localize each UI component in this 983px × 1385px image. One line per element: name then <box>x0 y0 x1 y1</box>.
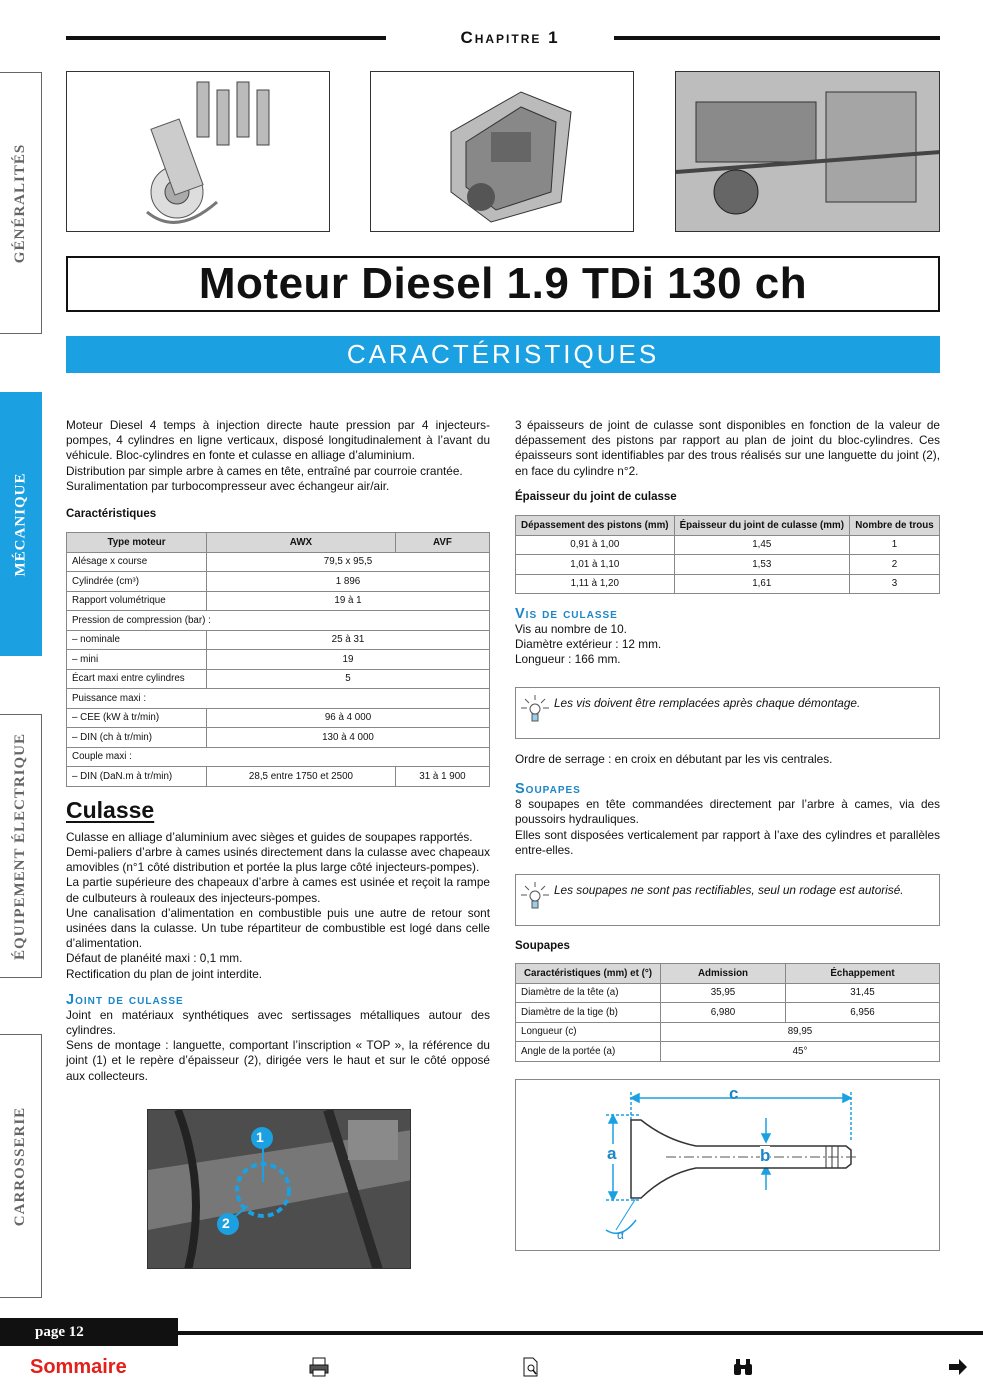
vis-note: Les vis doivent être remplacées après chaque démontage. <box>515 687 940 739</box>
caracteristiques-heading: Caractéristiques <box>66 508 157 521</box>
table-row: 1,11 à 1,20 1,61 3 <box>516 574 940 594</box>
tab-equipement-electrique[interactable]: ÉQUIPEMENT ÉLECTRIQUE <box>0 714 42 978</box>
table-row: – CEE (kW à tr/min) 96 à 4 000 <box>67 708 490 728</box>
table-row: Couple maxi : <box>67 747 490 767</box>
table-row: Angle de la portée (a) 45° <box>516 1042 940 1062</box>
dim-label-c: c <box>729 1084 739 1103</box>
page-title: Moteur Diesel 1.9 TDi 130 ch <box>66 256 940 312</box>
culasse-paragraph: Culasse en alliage d’aluminium avec sièges et guides de soupapes rapportés. <box>66 829 473 844</box>
soupapes-note: Les soupapes ne sont pas rectifiables, seul un rodage est autorisé. <box>515 874 940 926</box>
page-number: page 12 <box>0 1318 178 1346</box>
valve-diagram <box>515 1079 940 1251</box>
caracteristiques-table: Type moteur AWX AVF Alésage x course 79,5 x 95,5 Cylindrée (cm³) 1 896 Rapport volumétrique 19 à 1 Pression de compression (bar) : – nominale 25 à 31 – mini 19 Écart maxi entre cylindres 5 Puissance maxi : – CEE (kW à tr/min) 96 à 4 000 – DIN (ch à tr/min) 130 à 4 000 Couple maxi : – DIN (DaN.m à tr/min) 28,5 entre 1750 et 2500 31 à 1 900 <box>66 532 490 787</box>
culasse-paragraph: Rectification du plan de joint interdite. <box>66 966 263 981</box>
arrow-right-icon[interactable] <box>947 1356 969 1378</box>
dim-label-a: a <box>607 1144 617 1163</box>
injection-system-photo <box>66 71 330 232</box>
culasse-paragraph: Demi-paliers d’arbre à cames usinés directement dans la culasse avec chapeaux amovibles (n°1 côté distribution et portée la plus large côté injecteurs-pompes). <box>66 844 490 875</box>
soupapes-table: Caractéristiques (mm) et (°) Admission Échappement Diamètre de la tête (a) 35,95 31,45 Diamètre de la tige (b) 6,980 6,956 Longueur (c) 89,95 Angle de la portée (a) 45° <box>515 963 940 1062</box>
right-column <box>515 418 940 668</box>
tab-generalites[interactable]: GÉNÉRALITÉS <box>0 72 42 334</box>
table-row: – nominale 25 à 31 <box>67 630 490 650</box>
table-row: – DIN (DaN.m à tr/min) 28,5 entre 1750 et 2500 31 à 1 900 <box>67 767 490 787</box>
footer-rule <box>178 1331 983 1335</box>
intro-paragraph: Moteur Diesel 4 temps à injection directe haute pression par 4 injecteurs-pompes, 4 cylindres en ligne verticaux, disposé longitudinalement à l’avant du véhicule. Bloc-cylindres en fonte et culasse en alliage d’aluminium. <box>66 418 490 463</box>
culasse-heading: Culasse <box>66 796 155 823</box>
photo-label-2: 2 <box>222 1215 230 1231</box>
sommaire-link[interactable]: Sommaire <box>30 1356 127 1378</box>
epaisseur-intro: 3 épaisseurs de joint de culasse sont disponibles en fonction de la valeur de dépassement des pistons par rapport au plan de joint du bloc-cylindres. Ces épaisseurs sont identifiables par des trous réalisés sur une languette du joint (2), en face du cylindre n°2. <box>515 418 940 478</box>
ordre-serrage: Ordre de serrage : en croix en débutant par les vis centrales. <box>515 752 833 766</box>
section-banner: CARACTÉRISTIQUES <box>66 336 940 373</box>
table-row: Diamètre de la tête (a) 35,95 31,45 <box>516 983 940 1003</box>
table-row: 0,91 à 1,00 1,45 1 <box>516 535 940 555</box>
vis-line: Diamètre extérieur : 12 mm. <box>515 637 662 652</box>
header-rule-left <box>66 36 386 40</box>
tab-carrosserie[interactable]: CARROSSERIE <box>0 1034 42 1298</box>
culasse-paragraph: Défaut de planéité maxi : 0,1 mm. <box>66 951 243 966</box>
joint-paragraph: Sens de montage : languette, comportant l’inscription « TOP », la référence du joint (1) et le repère d’épaisseur (2), dirigée vers le haut et sur le côté opposé aux collecteurs. <box>66 1038 490 1083</box>
table-row: Alésage x course 79,5 x 95,5 <box>67 552 490 572</box>
vis-heading: Vis de culasse <box>515 606 618 623</box>
soupapes-paragraph: 8 soupapes en tête commandées directement par l’arbre à cames, via des poussoirs hydrauliques. <box>515 797 940 827</box>
soupapes-paragraph: Elles sont disposées verticalement par rapport à l’axe des cylindres et parallèles entre-elles. <box>515 827 940 857</box>
table-row: – DIN (ch à tr/min) 130 à 4 000 <box>67 728 490 748</box>
soupapes-heading: Soupapes <box>515 781 581 798</box>
printer-icon[interactable] <box>308 1356 330 1378</box>
culasse-paragraph: La partie supérieure des chapeaux d’arbre à cames est usinée et reçoit la rampe de culbuteurs à rouleaux des injecteurs-pompes. <box>66 875 490 905</box>
intro-paragraph: Distribution par simple arbre à cames en tête, entraîné par courroie crantée. <box>66 463 463 478</box>
table-row: Puissance maxi : <box>67 689 490 709</box>
head-gasket-photo <box>147 1109 411 1269</box>
engine-bay-photo <box>675 71 940 232</box>
joint-heading: Joint de culasse <box>66 991 184 1008</box>
epaisseur-heading: Épaisseur du joint de culasse <box>515 490 677 503</box>
table-row: Longueur (c) 89,95 <box>516 1022 940 1042</box>
engine-cutaway-photo <box>370 71 634 232</box>
right-column-3 <box>515 939 940 1062</box>
intro-paragraph: Suralimentation par turbocompresseur avec échangeur air/air. <box>66 478 390 493</box>
table-row: Écart maxi entre cylindres 5 <box>67 669 490 689</box>
culasse-paragraph: Une canalisation d’alimentation en combustible puis une autre de retour sont usinées dans la culasse. Un tube répartiteur de combustible est logé dans celle d’alimentation. <box>66 905 490 951</box>
header-rule-right <box>614 36 940 40</box>
table-row: Pression de compression (bar) : <box>67 611 490 631</box>
table-row: 1,01 à 1,10 1,53 2 <box>516 555 940 575</box>
right-column-2 <box>515 752 940 858</box>
tab-mecanique[interactable]: MÉCANIQUE <box>0 392 42 656</box>
lightbulb-icon <box>520 694 550 724</box>
table-row: Diamètre de la tige (b) 6,980 6,956 <box>516 1003 940 1023</box>
left-column <box>66 418 490 1084</box>
chapter-title: Chapitre 1 <box>460 28 560 47</box>
dim-label-alpha: α <box>617 1228 624 1242</box>
lightbulb-icon <box>520 881 550 911</box>
search-page-icon[interactable] <box>520 1356 542 1378</box>
dim-label-b: b <box>760 1146 771 1165</box>
table-row: – mini 19 <box>67 650 490 670</box>
vis-line: Longueur : 166 mm. <box>515 652 621 667</box>
photo-label-1: 1 <box>256 1129 264 1145</box>
table-row: Rapport volumétrique 19 à 1 <box>67 591 490 611</box>
binoculars-icon[interactable] <box>732 1356 754 1378</box>
soupapes-table-heading: Soupapes <box>515 940 570 952</box>
joint-paragraph: Joint en matériaux synthétiques avec sertissages métalliques autour des cylindres. <box>66 1007 490 1037</box>
table-row: Cylindrée (cm³) 1 896 <box>67 572 490 592</box>
vis-line: Vis au nombre de 10. <box>515 622 627 637</box>
epaisseur-table: Dépassement des pistons (mm) Épaisseur du joint de culasse (mm) Nombre de trous 0,91 à 1,00 1,45 1 1,01 à 1,10 1,53 2 1,11 à 1,20 1,61 3 <box>515 515 940 594</box>
